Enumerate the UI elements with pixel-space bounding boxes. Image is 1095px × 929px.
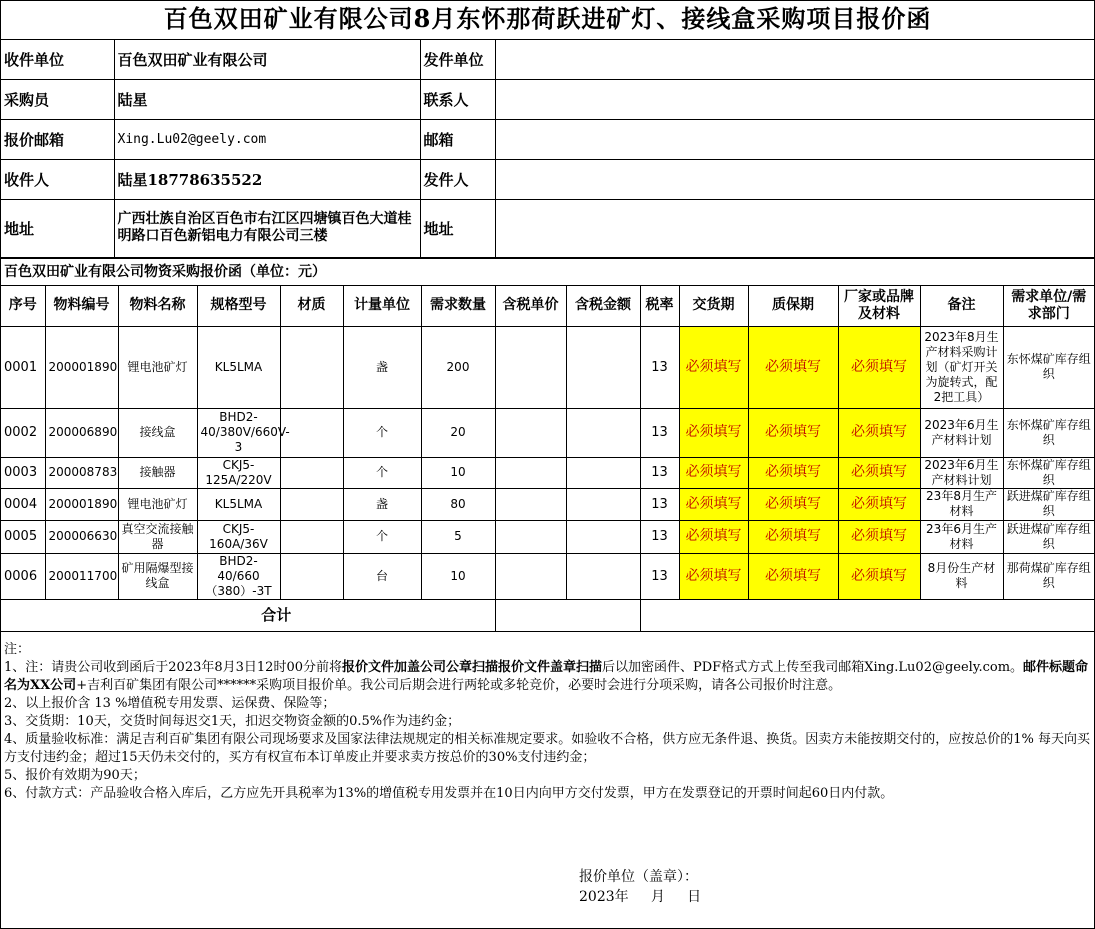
cell-remark: 2023年6月生产材料计划 — [920, 457, 1003, 488]
cell-dept: 东怀煤矿库存组织 — [1003, 326, 1094, 408]
recv-unit-value[interactable]: 百色双田矿业有限公司 — [114, 40, 420, 79]
cell-unit: 个 — [343, 457, 421, 488]
cell-qty: 20 — [421, 408, 495, 457]
page-title: 百色双田矿业有限公司8月东怀那荷跃进矿灯、接线盒采购项目报价函 — [1, 1, 1094, 40]
cell-name: 矿用隔爆型接线盒 — [118, 553, 197, 599]
cell-tax: 13 — [640, 457, 679, 488]
cell-qty: 10 — [421, 457, 495, 488]
cell-seq: 0002 — [1, 408, 45, 457]
address2-label: 地址 — [420, 199, 495, 257]
email-label: 邮箱 — [420, 119, 495, 159]
cell-tax: 13 — [640, 520, 679, 553]
cell-spec: KL5LMA — [197, 326, 280, 408]
cell-code: 200008783 — [45, 457, 118, 488]
sender-value[interactable] — [495, 159, 1094, 199]
cell-warranty[interactable]: 必须填写 — [748, 408, 838, 457]
cell-price[interactable] — [495, 408, 566, 457]
col-seq: 序号 — [1, 285, 45, 326]
note-2: 2、以上报价含 13 %增值税专用发票、运保费、保险等； — [4, 696, 336, 711]
table-subtitle: 百色双田矿业有限公司物资采购报价函（单位：元） — [1, 258, 1094, 285]
cell-qty: 5 — [421, 520, 495, 553]
note-1-d: 邮件标题命名为XX公司 — [4, 660, 1089, 693]
cell-delivery[interactable]: 必须填写 — [679, 326, 748, 408]
cell-unit: 个 — [343, 520, 421, 553]
cell-qty: 200 — [421, 326, 495, 408]
cell-delivery[interactable]: 必须填写 — [679, 520, 748, 553]
col-material: 材质 — [280, 285, 343, 326]
cell-name: 接线盒 — [118, 408, 197, 457]
table-row — [1, 553, 1094, 599]
cell-delivery[interactable]: 必须填写 — [679, 457, 748, 488]
cell-warranty[interactable]: 必须填写 — [748, 326, 838, 408]
cell-material[interactable] — [280, 488, 343, 520]
total-label: 合计 — [1, 599, 495, 631]
total-blank — [640, 599, 1094, 631]
sign-unit: 报价单位（盖章）： — [579, 869, 698, 885]
cell-price[interactable] — [495, 488, 566, 520]
contact-label: 联系人 — [420, 79, 495, 119]
cell-unit: 台 — [343, 553, 421, 599]
total-amount[interactable] — [495, 599, 640, 631]
notes-heading: 注： — [4, 642, 31, 657]
cell-remark: 23年6月生产材料 — [920, 520, 1003, 553]
recv-unit-label: 收件单位 — [1, 40, 114, 79]
cell-name: 锂电池矿灯 — [118, 326, 197, 408]
cell-material[interactable] — [280, 520, 343, 553]
cell-seq: 0004 — [1, 488, 45, 520]
table-row — [1, 326, 1094, 408]
cell-seq: 0003 — [1, 457, 45, 488]
cell-remark: 2023年6月生产材料计划 — [920, 408, 1003, 457]
note-1-e: +吉利百矿集团有限公司******采购项目报价单。我公司后期会进行两轮或多轮竞价，必要时会进行分项采购，请各公司报价时注意。 — [76, 678, 842, 693]
cell-warranty[interactable]: 必须填写 — [748, 488, 838, 520]
table-row — [1, 520, 1094, 553]
cell-spec: CKJ5-125A/220V — [197, 457, 280, 488]
cell-code: 200006630 — [45, 520, 118, 553]
cell-material[interactable] — [280, 457, 343, 488]
note-3: 3、交货期：10天，交货时间每迟交1天，扣迟交物资金额的0.5%作为违约金； — [4, 714, 461, 729]
cell-tax: 13 — [640, 408, 679, 457]
cell-name: 锂电池矿灯 — [118, 488, 197, 520]
cell-dept: 东怀煤矿库存组织 — [1003, 457, 1094, 488]
cell-dept: 跃进煤矿库存组织 — [1003, 520, 1094, 553]
table-row — [1, 457, 1094, 488]
note-1-a: 1、注：请贵公司收到函后于2023年8月3日12时00分前将 — [4, 660, 342, 675]
note-5: 5、报价有效期为90天； — [4, 768, 146, 783]
note-4: 4、质量验收标准：满足吉利百矿集团有限公司现场要求及国家法律法规规定的相关标准规定要求。如验收不合格，供方应无条件退、换货。因卖方未能按期交付的，应按总价的1% 每天向买方支付违约金；超过15天仍未交付的，买方有权宣布本订单废止并要求卖方按总价的30%支付违约金； — [4, 732, 1091, 765]
cell-brand[interactable]: 必须填写 — [838, 520, 920, 553]
cell-unit: 盏 — [343, 326, 421, 408]
cell-dept: 那荷煤矿库存组织 — [1003, 553, 1094, 599]
quote-email-label: 报价邮箱 — [1, 119, 114, 159]
cell-amount[interactable] — [566, 457, 640, 488]
cell-name: 接触器 — [118, 457, 197, 488]
total-row — [1, 599, 1094, 631]
buyer-value[interactable]: 陆星 — [114, 79, 420, 119]
cell-dept: 跃进煤矿库存组织 — [1003, 488, 1094, 520]
cell-code: 200006890 — [45, 408, 118, 457]
col-name: 物料名称 — [118, 285, 197, 326]
note-1 — [4, 659, 1092, 695]
cell-delivery[interactable]: 必须填写 — [679, 408, 748, 457]
cell-unit: 个 — [343, 408, 421, 457]
cell-remark: 23年8月生产材料 — [920, 488, 1003, 520]
cell-remark: 2023年8月生产材料采购计划（矿灯开关为旋转式，配2把工具） — [920, 326, 1003, 408]
cell-seq: 0005 — [1, 520, 45, 553]
cell-amount[interactable] — [566, 553, 640, 599]
col-price: 含税单价 — [495, 285, 566, 326]
sender-label: 发件人 — [420, 159, 495, 199]
contact-value[interactable] — [495, 79, 1094, 119]
cell-delivery[interactable]: 必须填写 — [679, 553, 748, 599]
col-qty: 需求数量 — [421, 285, 495, 326]
cell-price[interactable] — [495, 457, 566, 488]
col-brand: 厂家或品牌及材料 — [838, 285, 920, 326]
table-header-row — [1, 285, 1094, 326]
cell-spec: CKJ5-160A/36V — [197, 520, 280, 553]
cell-code: 200001890 — [45, 488, 118, 520]
cell-unit: 盏 — [343, 488, 421, 520]
cell-brand[interactable]: 必须填写 — [838, 488, 920, 520]
note-6: 6、付款方式：产品验收合格入库后，乙方应先开具税率为13%的增值税专用发票并在10日内向甲方交付发票，甲方在发票登记的开票时间起60日内付款。 — [4, 786, 894, 801]
col-warranty: 质保期 — [748, 285, 838, 326]
cell-amount[interactable] — [566, 488, 640, 520]
recipient-value[interactable]: 陆星18778635522 — [114, 159, 420, 199]
cell-tax: 13 — [640, 488, 679, 520]
cell-delivery[interactable]: 必须填写 — [679, 488, 748, 520]
quote-table — [1, 285, 1094, 632]
cell-tax: 13 — [640, 326, 679, 408]
address-value[interactable]: 广西壮族自治区百色市右江区四塘镇百色大道桂明路口百色新铝电力有限公司三楼 — [114, 199, 420, 257]
cell-qty: 80 — [421, 488, 495, 520]
cell-dept: 东怀煤矿库存组织 — [1003, 408, 1094, 457]
cell-brand[interactable]: 必须填写 — [838, 408, 920, 457]
cell-brand[interactable]: 必须填写 — [838, 553, 920, 599]
cell-material[interactable] — [280, 553, 343, 599]
cell-code: 200011700 — [45, 553, 118, 599]
cell-brand[interactable]: 必须填写 — [838, 326, 920, 408]
cell-warranty[interactable]: 必须填写 — [748, 457, 838, 488]
cell-seq: 0001 — [1, 326, 45, 408]
cell-code: 200001890 — [45, 326, 118, 408]
cell-seq: 0006 — [1, 553, 45, 599]
note-1-b: 报价文件加盖公司公章扫描报价文件盖章扫描 — [341, 660, 602, 675]
address2-value[interactable] — [495, 199, 1094, 257]
col-tax: 税率 — [640, 285, 679, 326]
cell-spec: BHD2-40/380V/660V-3 — [197, 408, 280, 457]
address-label: 地址 — [1, 199, 114, 257]
cell-amount[interactable] — [566, 326, 640, 408]
cell-amount[interactable] — [566, 408, 640, 457]
cell-warranty[interactable]: 必须填写 — [748, 553, 838, 599]
sign-date: 2023年 月 日 — [579, 889, 702, 905]
cell-price[interactable] — [495, 553, 566, 599]
email-value[interactable] — [495, 119, 1094, 159]
note-1-c: 后以加密函件、PDF格式方式上传至我司邮箱Xing.Lu02@geely.com。 — [602, 660, 1024, 675]
col-amount: 含税金额 — [566, 285, 640, 326]
col-remark: 备注 — [920, 285, 1003, 326]
cell-amount[interactable] — [566, 520, 640, 553]
col-dept: 需求单位/需求部门 — [1003, 285, 1094, 326]
cell-warranty[interactable]: 必须填写 — [748, 520, 838, 553]
col-spec: 规格型号 — [197, 285, 280, 326]
cell-name: 真空交流接触器 — [118, 520, 197, 553]
quote-email-value[interactable]: Xing.Lu02@geely.com — [114, 119, 420, 159]
table-row — [1, 488, 1094, 520]
cell-qty: 10 — [421, 553, 495, 599]
cell-price[interactable] — [495, 326, 566, 408]
buyer-label: 采购员 — [1, 79, 114, 119]
cell-spec: KL5LMA — [197, 488, 280, 520]
cell-brand[interactable]: 必须填写 — [838, 457, 920, 488]
table-row — [1, 408, 1094, 457]
cell-spec: BHD2-40/660（380）-3T — [197, 553, 280, 599]
cell-remark: 8月份生产材料 — [920, 553, 1003, 599]
cell-material[interactable] — [280, 326, 343, 408]
cell-price[interactable] — [495, 520, 566, 553]
send-unit-label: 发件单位 — [420, 40, 495, 79]
col-code: 物料编号 — [45, 285, 118, 326]
send-unit-value[interactable] — [495, 40, 1094, 79]
recipient-label: 收件人 — [1, 159, 114, 199]
notes-section — [4, 641, 1092, 803]
signature-block — [579, 867, 701, 907]
cell-tax: 13 — [640, 553, 679, 599]
info-table — [1, 40, 1094, 258]
col-unit: 计量单位 — [343, 285, 421, 326]
col-delivery: 交货期 — [679, 285, 748, 326]
